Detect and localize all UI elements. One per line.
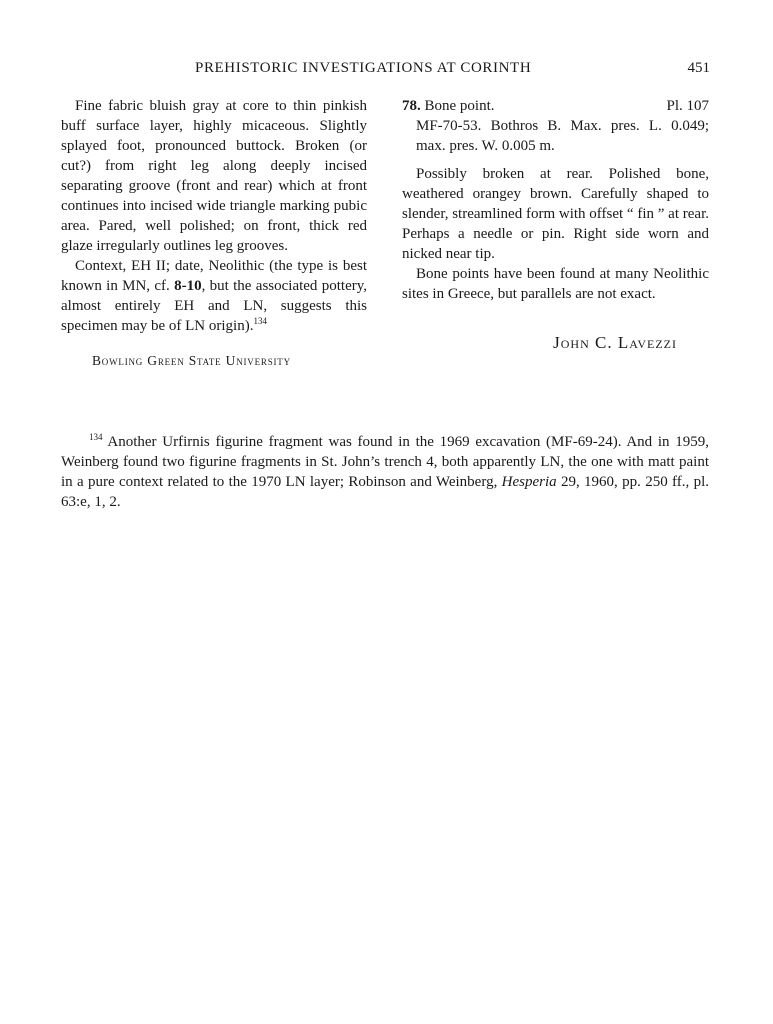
footnote — [61, 432, 709, 512]
catalog-entry-heading — [402, 96, 709, 116]
context-text-end: , but the associated pottery, almost entirely EH and LN, suggests this specimen may be of LN origin). — [61, 278, 367, 334]
catalog-comment: Bone points have been found at many Neolithic sites in Greece, but parallels are not exact. — [402, 266, 709, 302]
catalog-reference: 8-10 — [174, 278, 202, 294]
journal-title: Hesperia — [501, 474, 557, 490]
plate-reference: Pl. 107 — [666, 98, 709, 114]
catalog-number: 78. — [402, 98, 421, 114]
catalog-description: Possibly broken at rear. Polished bone, weathered orangey brown. Carefully shaped to slender, streamlined form with offset “ fin ” at rear. Perhaps a needle or pin. Right side worn and nicked near tip. — [402, 166, 709, 262]
right-column — [402, 96, 709, 304]
context-paragraph — [61, 256, 367, 336]
author-name: John C. Lavezzi — [553, 333, 677, 352]
left-column — [61, 96, 367, 336]
footnote-marker: 134 — [89, 432, 103, 442]
running-title: PREHISTORIC INVESTIGATIONS AT CORINTH — [195, 60, 532, 76]
description-paragraph: Fine fabric bluish gray at core to thin pinkish buff surface layer, highly micaceous. Slightly splayed foot, pronounced buttock. Broken (or cut?) from right leg along deeply incised separating groove (front and rear) which at front continues into incised wide triangle marking pubic area. Pared, well polished; on front, thick red glaze irregularly outlines leg grooves. — [61, 98, 367, 254]
catalog-name: Bone point. — [420, 98, 495, 114]
footnote-text-start: Another Urfirnis figurine fragment was found in the 1969 excavation (MF-69-24). And in 1959, Weinberg found two figurine fragments in St. John’s trench 4, both apparently LN, the one with matt paint in a pure context related to the 1970 LN layer; Robinson and Weinberg, — [61, 434, 709, 490]
page-number: 451 — [687, 60, 710, 76]
catalog-metadata: MF-70-53. Bothros B. Max. pres. L. 0.049; max. pres. W. 0.005 m. — [416, 118, 709, 154]
catalog-entry-title — [402, 96, 495, 116]
author-affiliation: Bowling Green State University — [92, 353, 291, 368]
context-text-start: Context, EH II; date, Neolithic (the type is best known in MN, cf. — [61, 258, 367, 294]
footnote-text-end: 29, 1960, pp. 250 ff., pl. 63:e, 1, 2. — [61, 474, 709, 510]
footnote-reference: 134 — [253, 316, 267, 326]
